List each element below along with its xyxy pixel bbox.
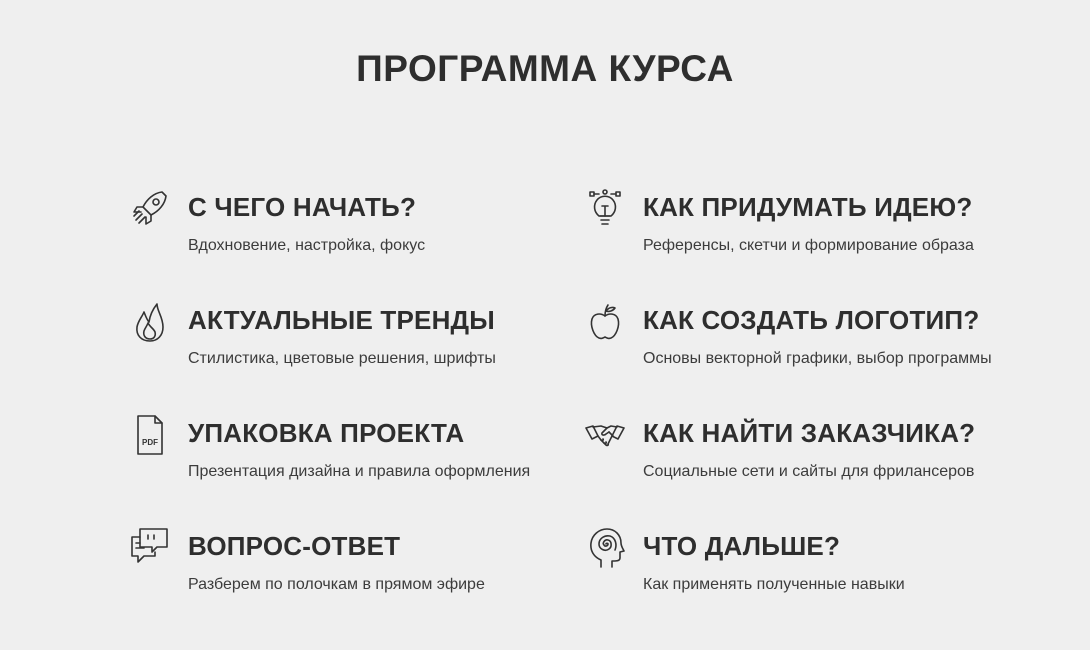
course-item-description: Социальные сети и сайты для фрилансеров <box>643 463 975 480</box>
course-item-packaging <box>130 414 585 527</box>
pdf-file-icon <box>130 414 170 456</box>
course-item-title: АКТУАЛЬНЫЕ ТРЕНДЫ <box>188 305 495 335</box>
pdf-label: PDF <box>142 438 158 447</box>
course-item-title: ВОПРОС-ОТВЕТ <box>188 531 401 561</box>
course-program-grid <box>130 188 1010 640</box>
course-item-description: Основы векторной графики, выбор программы <box>643 350 992 367</box>
course-item-title: С ЧЕГО НАЧАТЬ? <box>188 192 417 222</box>
course-item-qa <box>130 527 585 640</box>
course-item-logo <box>585 301 1010 414</box>
course-item-client <box>585 414 1010 527</box>
course-item-next <box>585 527 1010 640</box>
chat-bubbles-icon <box>130 527 170 569</box>
lightbulb-icon <box>585 188 625 230</box>
course-item-title: КАК СОЗДАТЬ ЛОГОТИП? <box>643 305 980 335</box>
course-item-title: КАК НАЙТИ ЗАКАЗЧИКА? <box>643 418 976 448</box>
head-spiral-icon <box>585 527 625 569</box>
course-item-description: Как применять полученные навыки <box>643 576 905 593</box>
course-item-idea <box>585 188 1010 301</box>
flame-icon <box>130 301 170 343</box>
course-item-title: ЧТО ДАЛЬШЕ? <box>643 531 841 561</box>
course-item-title: КАК ПРИДУМАТЬ ИДЕЮ? <box>643 192 973 222</box>
course-item-description: Стилистика, цветовые решения, шрифты <box>188 350 496 367</box>
page-title: ПРОГРАММА КУРСА <box>356 48 734 89</box>
course-item-description: Вдохновение, настройка, фокус <box>188 237 426 254</box>
course-item-title: УПАКОВКА ПРОЕКТА <box>188 418 465 448</box>
course-item-description: Разберем по полочкам в прямом эфире <box>188 576 485 593</box>
course-item-trends <box>130 301 585 414</box>
course-item-start <box>130 188 585 301</box>
apple-icon <box>585 301 625 343</box>
rocket-icon <box>130 188 170 230</box>
handshake-icon <box>585 414 625 456</box>
course-item-description: Референсы, скетчи и формирование образа <box>643 237 974 254</box>
course-item-description: Презентация дизайна и правила оформления <box>188 463 531 480</box>
